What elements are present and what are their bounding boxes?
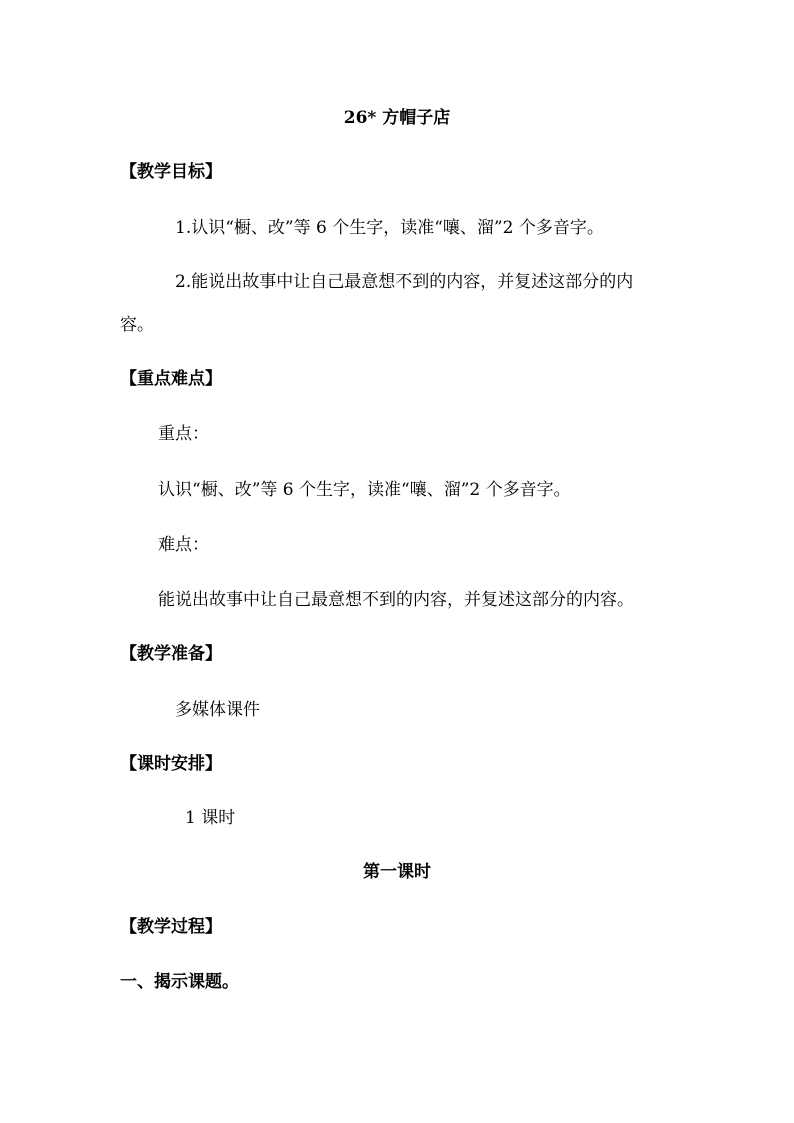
document-title: 26* 方帽子店 (343, 108, 451, 128)
difficulty-label: 难点： (158, 535, 209, 555)
key-points-heading: 【重点难点】 (120, 369, 222, 389)
goal-item-1: 1.认识“橱、改”等 6 个生字，读准“嚷、溜”2 个多音字。 (175, 218, 604, 238)
goal-item-2-line-2: 容。 (120, 315, 154, 335)
key-point-label: 重点： (158, 424, 209, 444)
process-step-1: 一、揭示课题。 (120, 972, 239, 992)
schedule-text: 1 课时 (185, 808, 236, 828)
preparation-text: 多媒体课件 (175, 700, 260, 720)
difficulty-text: 能说出故事中让自己最意想不到的内容，并复述这部分的内容。 (158, 590, 634, 610)
key-point-text: 认识“橱、改”等 6 个生字，读准“嚷、溜”2 个多音字。 (158, 480, 571, 500)
lesson-title: 第一课时 (363, 862, 431, 882)
process-heading: 【教学过程】 (120, 917, 222, 937)
schedule-heading: 【课时安排】 (120, 754, 222, 774)
goal-item-2-line-1: 2.能说出故事中让自己最意想不到的内容，并复述这部分的内 (175, 272, 634, 292)
goals-heading: 【教学目标】 (120, 162, 222, 182)
preparation-heading: 【教学准备】 (120, 644, 222, 664)
